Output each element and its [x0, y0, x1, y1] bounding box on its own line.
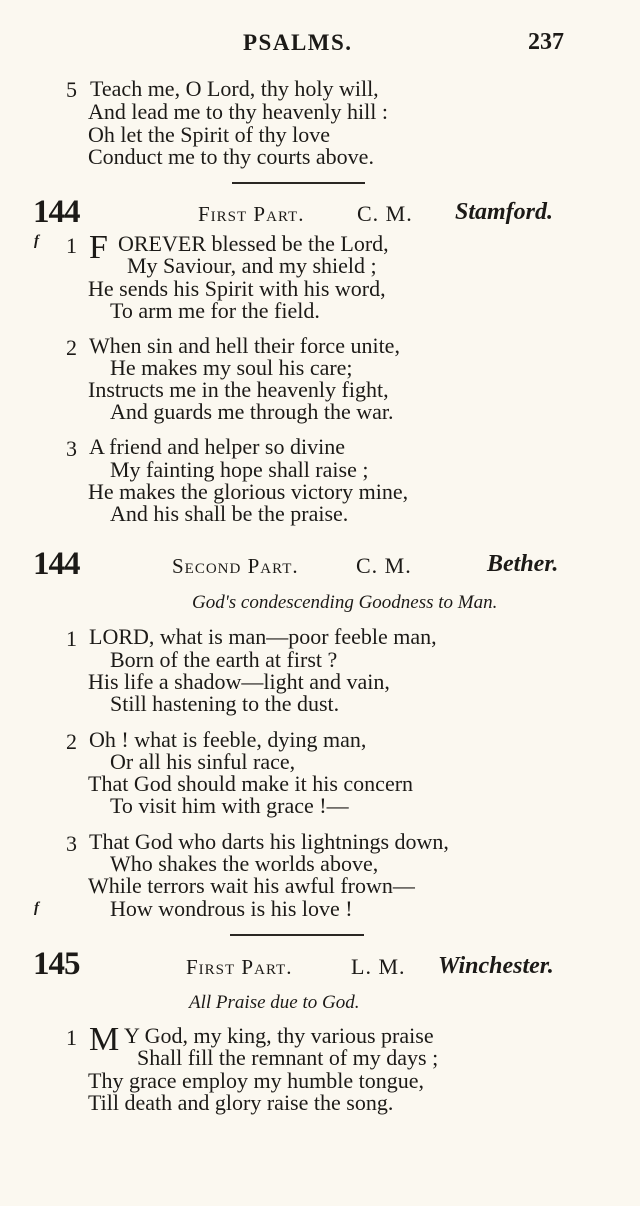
verse-line: And his shall be the praise. — [110, 501, 349, 526]
verse-line: Or all his sinful race, — [110, 749, 296, 774]
page-number: 237 — [528, 29, 564, 55]
stanza-number: 3 — [66, 436, 77, 461]
verse-line: That God who darts his lightnings down, — [89, 829, 449, 854]
stanza-number: 1 — [66, 233, 77, 258]
verse-line: And guards me through the war. — [110, 399, 394, 424]
verse-line: His life a shadow—light and vain, — [88, 669, 390, 694]
verse-line: Till death and glory raise the song. — [88, 1090, 394, 1115]
verse-line: He makes the glorious victory mine, — [88, 479, 409, 504]
verse-line: When sin and hell their force unite, — [89, 333, 400, 358]
verse-line: He makes my soul his care; — [110, 355, 353, 380]
verse-line: Who shakes the worlds above, — [110, 851, 379, 876]
stanza-number: 3 — [66, 831, 77, 856]
verse-line: And lead me to thy heavenly hill : — [88, 99, 388, 124]
psalm-number: 145 — [33, 946, 80, 982]
verse-line: My Saviour, and my shield ; — [127, 253, 377, 278]
meter-label: C. M. — [356, 553, 412, 578]
verse-line: My fainting hope shall raise ; — [110, 457, 369, 482]
tune-name: Bether. — [487, 551, 559, 577]
tune-name: Stamford. — [455, 199, 554, 225]
verse-line: Y God, my king, thy various praise — [124, 1023, 434, 1048]
verse-line: Teach me, O Lord, thy holy will, — [90, 76, 379, 101]
verse-line: Thy grace employ my humble tongue, — [88, 1068, 425, 1093]
verse-line: Conduct me to thy courts above. — [88, 144, 374, 169]
stanza-number: 1 — [66, 626, 77, 651]
verse-line: While terrors wait his awful frown— — [88, 873, 415, 898]
verse-line: Born of the earth at first ? — [110, 647, 338, 672]
stanza-number: 2 — [66, 335, 77, 360]
verse-line: A friend and helper so divine — [89, 434, 345, 459]
psalm-number: 144 — [33, 546, 80, 582]
stanza-number: 5 — [66, 77, 77, 102]
verse-line: That God should make it his concern — [88, 771, 414, 796]
section-divider — [230, 934, 364, 936]
verse-line: OREVER blessed be the Lord, — [118, 231, 389, 256]
psalm-subtitle: God's condescending Goodness to Man. — [192, 592, 498, 613]
psalm-number: 144 — [33, 194, 80, 230]
verse-line: Shall fill the remnant of my days ; — [137, 1045, 439, 1070]
part-label: First Part. — [198, 202, 305, 226]
dynamic-marking: f — [34, 900, 39, 916]
tune-name: Winchester. — [438, 953, 554, 979]
meter-label: C. M. — [357, 201, 413, 226]
part-label: Second Part. — [172, 554, 299, 578]
drop-cap: F — [89, 229, 108, 266]
verse-line: How wondrous is his love ! — [110, 896, 353, 921]
section-divider — [232, 182, 365, 184]
verse-line: Instructs me in the heavenly fight, — [88, 377, 389, 402]
psalm-subtitle: All Praise due to God. — [189, 992, 360, 1013]
stanza-number: 2 — [66, 729, 77, 754]
stanza-number: 1 — [66, 1025, 77, 1050]
verse-line: Oh ! what is feeble, dying man, — [89, 727, 367, 752]
verse-line: To visit him with grace !— — [110, 793, 349, 818]
running-title: PSALMS. — [243, 30, 353, 55]
verse-line: He sends his Spirit with his word, — [88, 276, 386, 301]
meter-label: L. M. — [351, 954, 406, 979]
part-label: First Part. — [186, 955, 293, 979]
verse-line: Still hastening to the dust. — [110, 691, 340, 716]
verse-line: To arm me for the field. — [110, 298, 320, 323]
dynamic-marking: f — [34, 233, 39, 249]
verse-line: LORD, what is man—poor feeble man, — [89, 624, 437, 649]
verse-line: Oh let the Spirit of thy love — [88, 122, 330, 147]
drop-cap: M — [89, 1021, 120, 1058]
